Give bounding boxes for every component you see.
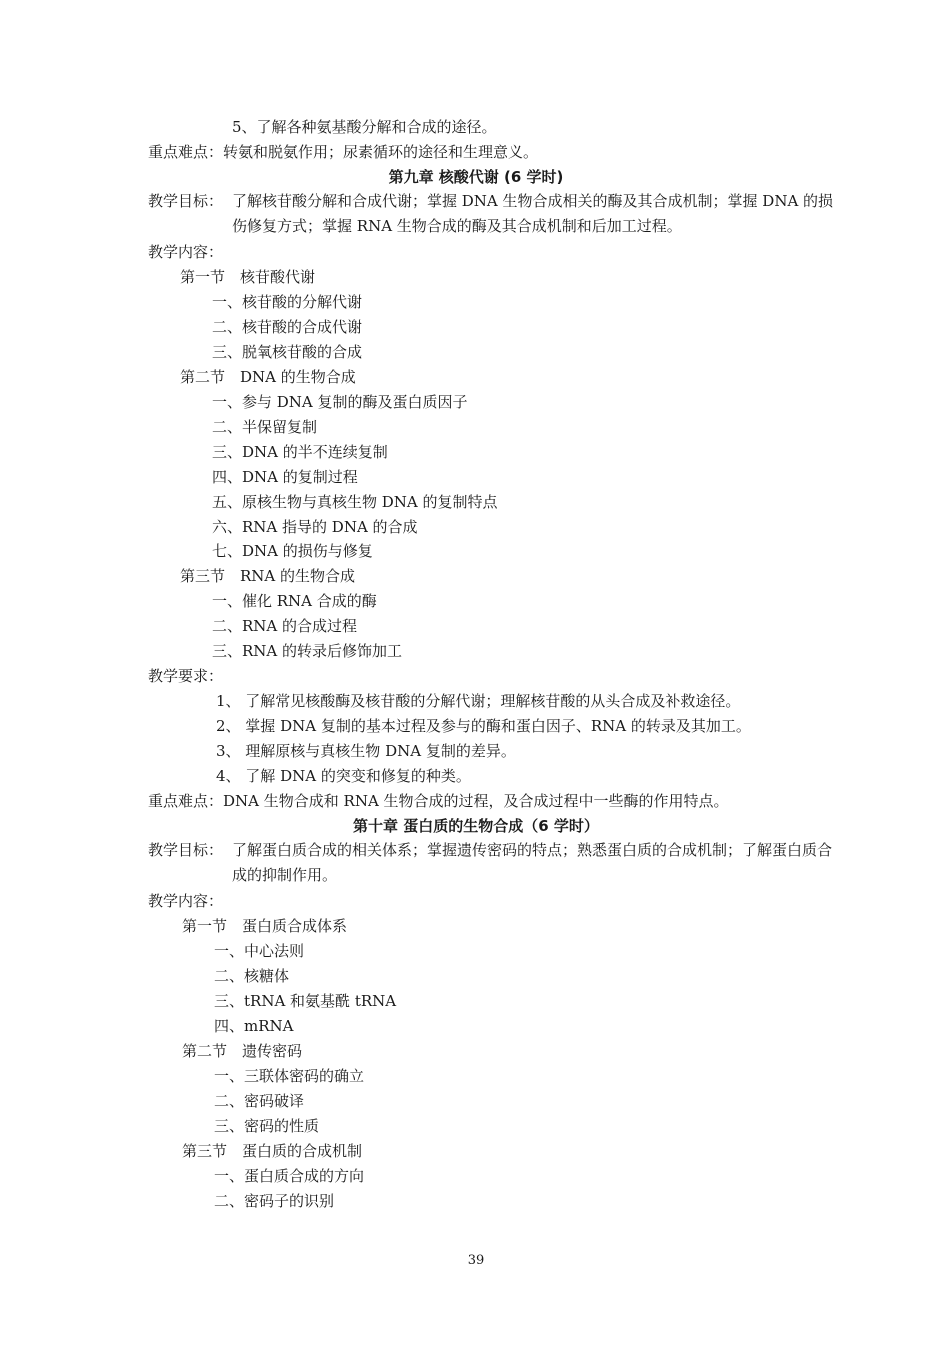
ch10-content-label: 教学内容： xyxy=(148,892,224,910)
ch10-sec1-item: 二、核糖体 xyxy=(214,967,290,985)
ch10-sec2-item: 一、三联体密码的确立 xyxy=(214,1067,365,1085)
ch8-requirement-item-5: 5、了解各种氨基酸分解和合成的途径。 xyxy=(232,118,497,136)
ch9-sec1-item: 三、脱氧核苷酸的合成 xyxy=(212,343,363,361)
ch9-requirement-item: 2、 掌握 DNA 复制的基本过程及参与的酶和蛋白因子、RNA 的转录及其加工。 xyxy=(216,717,751,735)
ch9-content-label: 教学内容： xyxy=(148,243,224,261)
ch10-sec3-item: 二、密码子的识别 xyxy=(214,1192,335,1210)
ch9-sec2-item: 六、RNA 指导的 DNA 的合成 xyxy=(212,518,418,536)
ch9-requirement-item: 1、 了解常见核酸酶及核苷酸的分解代谢；理解核苷酸的从头合成及补救途径。 xyxy=(216,692,741,710)
ch9-objective-text: 了解核苷酸分解和合成代谢；掌握 DNA 生物合成相关的酶及其合成机制；掌握 DNA 的损伤修复方式；掌握 RNA 生物合成的酶及其合成机制和后加工过程。 xyxy=(232,192,834,235)
ch9-requirement-item: 4、 了解 DNA 的突变和修复的种类。 xyxy=(216,767,471,785)
ch9-section-2: 第二节 DNA 的生物合成 xyxy=(180,368,356,386)
ch9-requirement-item: 3、 理解原核与真核生物 DNA 复制的差异。 xyxy=(216,742,516,760)
ch10-section-1: 第一节 蛋白质合成体系 xyxy=(182,917,348,935)
ch9-sec1-item: 一、核苷酸的分解代谢 xyxy=(212,293,363,311)
ch10-sec2-item: 二、密码破译 xyxy=(214,1092,305,1110)
ch9-objective-label: 教学目标： xyxy=(148,192,224,210)
ch9-sec3-item: 二、RNA 的合成过程 xyxy=(212,617,358,635)
ch9-requirements-label: 教学要求： xyxy=(148,667,224,685)
ch9-sec1-item: 二、核苷酸的合成代谢 xyxy=(212,318,363,336)
ch10-title: 第十章 蛋白质的生物合成（6 学时） xyxy=(353,817,599,835)
ch9-sec3-item: 三、RNA 的转录后修饰加工 xyxy=(212,642,403,660)
ch10-objective-text: 了解蛋白质合成的相关体系；掌握遗传密码的特点；熟悉蛋白质的合成机制；了解蛋白质合成的抑制作用。 xyxy=(232,841,833,884)
ch10-sec1-item: 一、中心法则 xyxy=(214,942,305,960)
ch9-sec2-item: 七、DNA 的损伤与修复 xyxy=(212,542,373,560)
ch10-section-3: 第三节 蛋白质的合成机制 xyxy=(182,1142,363,1160)
ch10-sec2-item: 三、密码的性质 xyxy=(214,1117,320,1135)
ch9-sec2-item: 一、参与 DNA 复制的酶及蛋白质因子 xyxy=(212,393,468,411)
ch9-objective xyxy=(148,189,848,239)
ch9-sec2-item: 二、半保留复制 xyxy=(212,418,318,436)
ch9-key-points: 重点难点：DNA 生物合成和 RNA 生物合成的过程，及合成过程中一些酶的作用特点。 xyxy=(148,792,729,810)
ch9-section-1: 第一节 核苷酸代谢 xyxy=(180,268,316,286)
ch10-sec1-item: 四、mRNA xyxy=(214,1017,294,1035)
ch9-sec3-item: 一、催化 RNA 合成的酶 xyxy=(212,592,377,610)
ch8-key-points: 重点难点：转氨和脱氨作用；尿素循环的途径和生理意义。 xyxy=(148,143,539,161)
ch9-sec2-item: 四、DNA 的复制过程 xyxy=(212,468,358,486)
ch10-section-2: 第二节 遗传密码 xyxy=(182,1042,303,1060)
ch10-sec3-item: 一、蛋白质合成的方向 xyxy=(214,1167,365,1185)
ch10-objective xyxy=(148,838,848,888)
ch9-section-3: 第三节 RNA 的生物合成 xyxy=(180,567,356,585)
ch9-title: 第九章 核酸代谢 (6 学时) xyxy=(388,168,564,186)
ch10-objective-label: 教学目标： xyxy=(148,841,224,859)
ch10-sec1-item: 三、tRNA 和氨基酰 tRNA xyxy=(214,992,397,1010)
ch9-sec2-item: 三、DNA 的半不连续复制 xyxy=(212,443,388,461)
ch9-sec2-item: 五、原核生物与真核生物 DNA 的复制特点 xyxy=(212,493,498,511)
page-number: 39 xyxy=(467,1253,485,1268)
